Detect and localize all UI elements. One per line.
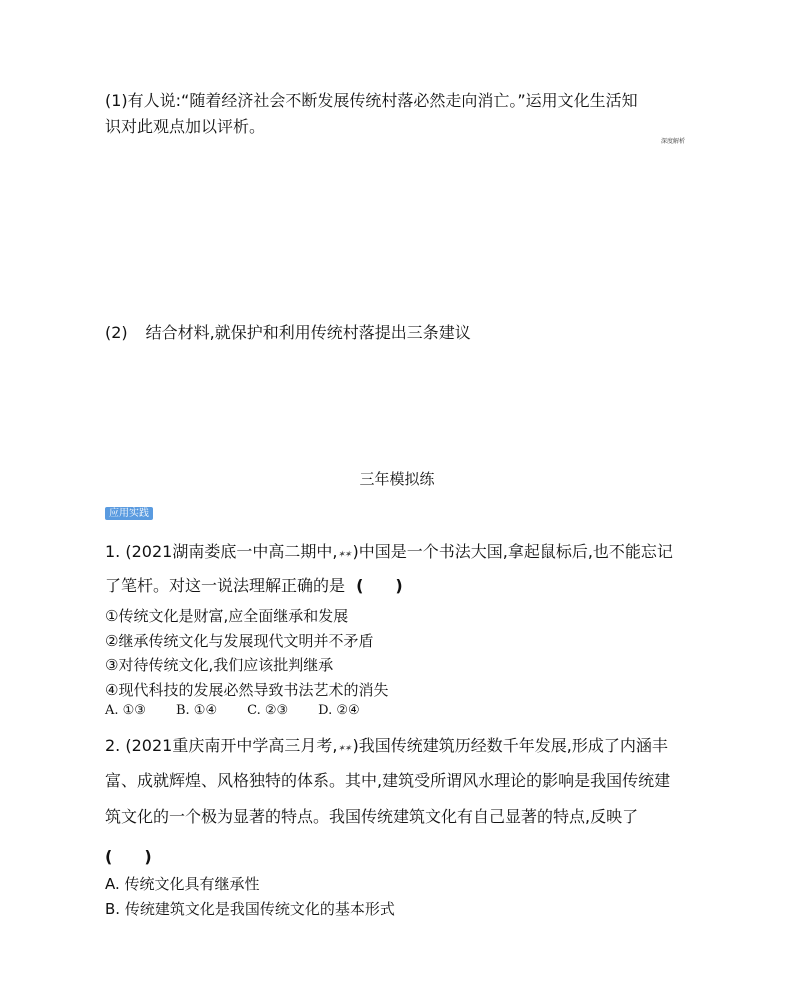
question-1-line1 (105, 539, 673, 562)
choice-d[interactable]: D. ②④ (318, 703, 360, 718)
answer-bracket: ( ) (356, 576, 403, 595)
question-part-2-text: 结合材料,就保护和利用传统村落提出三条建议 (145, 323, 471, 342)
question-2-line2: 富、成就辉煌、风格独特的体系。其中,建筑受所谓风水理论的影响是我国传统建 (105, 771, 671, 790)
option-a[interactable]: A. 传统文化具有继承性 (105, 875, 260, 893)
question-part-1 (105, 88, 638, 140)
question-2-prefix: 2. (2021重庆南开中学高三月考, (105, 736, 338, 755)
difficulty-star-icon: ✶✶ (337, 550, 353, 560)
question-part-2 (105, 320, 471, 346)
answer-choices (105, 703, 390, 718)
option-2: ②继承传统文化与发展现代文明并不矛盾 (105, 632, 374, 650)
option-1: ①传统文化是财富,应全面继承和发展 (105, 607, 349, 625)
choice-c[interactable]: C. ②③ (247, 703, 289, 718)
question-2-line3: 筑文化的一个极为显著的特点。我国传统建筑文化有自己显著的特点,反映了 (105, 807, 639, 826)
question-2-suffix: )我国传统建筑历经数千年发展,形成了内涵丰 (352, 736, 668, 755)
question-part-2-number: (2) (105, 323, 128, 342)
answer-bracket: ( ) (105, 847, 152, 866)
section-title: 三年模拟练 (359, 470, 435, 488)
question-1-prefix: 1. (2021湖南娄底一中高二期中, (105, 542, 338, 561)
question-1-stem-end: 了笔杆。对这一说法理解正确的是 (105, 576, 346, 595)
question-part-1-line2: 识对此观点加以评析。 (105, 117, 266, 136)
option-b[interactable]: B. 传统建筑文化是我国传统文化的基本形式 (105, 900, 395, 918)
question-1-line2 (105, 573, 403, 596)
choice-b[interactable]: B. ①④ (175, 703, 218, 718)
practice-badge: 应用实践 (105, 507, 153, 520)
option-4: ④现代科技的发展必然导致书法艺术的消失 (105, 681, 389, 699)
option-3: ③对待传统文化,我们应该批判继承 (105, 656, 334, 674)
analysis-tag[interactable]: 深度解析 (661, 138, 686, 145)
question-1-suffix: )中国是一个书法大国,拿起鼠标后,也不能忘记 (352, 542, 673, 561)
question-part-1-line1: (1)有人说:“随着经济社会不断发展传统村落必然走向消亡。”运用文化生活知 (105, 91, 638, 110)
question-2-line1 (105, 733, 668, 756)
choice-a[interactable]: A. ①③ (105, 703, 146, 718)
difficulty-star-icon: ✶✶ (337, 744, 353, 754)
